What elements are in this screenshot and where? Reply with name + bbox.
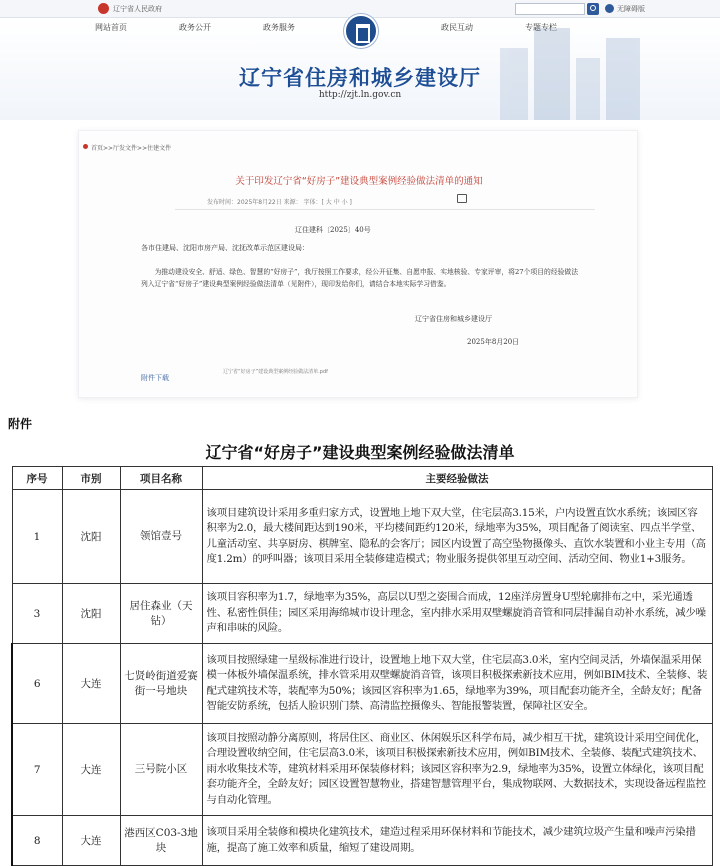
row-project: 七贤岭街道爱赛街一号地块 (120, 644, 202, 724)
divider (175, 209, 595, 210)
accessibility-link[interactable]: 无障碍版 (617, 5, 645, 13)
header-experience: 主要经验做法 (202, 467, 712, 490)
nav-gov-services[interactable]: 政务服务 (263, 23, 295, 32)
row-project: 居住森业（天钻） (120, 584, 202, 644)
salutation: 各市住建局、沈阳市房产局、沈抚改革示范区建设局： (141, 244, 309, 252)
list-title: 辽宁省“好房子”建设典型案例经验做法清单 (205, 443, 515, 462)
appendix-label: 附件 (8, 417, 33, 431)
row-city: 沈阳 (62, 490, 120, 584)
table-row (12, 724, 712, 816)
print-icon[interactable] (457, 194, 467, 203)
search-icon[interactable] (587, 3, 599, 15)
header-no: 序号 (12, 467, 62, 490)
notice-date: 2025年8月20日 (467, 338, 520, 346)
notice-meta: 发布时间：2025年8月22日 来源： 字体：[ 大 中 小 ] (207, 199, 352, 206)
row-no: 7 (12, 724, 62, 816)
site-title: 辽宁省住房和城乡建设厅 (239, 66, 481, 90)
department-logo-icon[interactable] (344, 14, 378, 48)
row-city: 大连 (62, 724, 120, 816)
row-city: 大连 (62, 816, 120, 866)
table-row (12, 816, 712, 866)
table-row (12, 644, 712, 724)
row-no: 3 (12, 584, 62, 644)
row-city: 大连 (62, 644, 120, 724)
row-no: 6 (12, 644, 62, 724)
nav-topics[interactable]: 专题专栏 (525, 23, 557, 32)
header-city: 市别 (62, 467, 120, 490)
attachment-download-link[interactable]: 附件下载 (141, 374, 169, 382)
attachment-file-link[interactable]: 辽宁省“好房子”建设典型案例经验做法清单.pdf (223, 369, 328, 375)
cases-table (11, 466, 713, 866)
notice-card (78, 130, 638, 398)
row-city: 沈阳 (62, 584, 120, 644)
notice-title: 关于印发辽宁省“好房子”建设典型案例经验做法清单的通知 (235, 176, 483, 187)
table-header-row (12, 467, 712, 490)
row-no: 8 (12, 816, 62, 866)
table-row (12, 490, 712, 584)
national-emblem-icon (98, 3, 109, 14)
search-input[interactable] (515, 3, 585, 15)
breadcrumb-icon (83, 144, 88, 149)
signature: 辽宁省住房和城乡建设厅 (415, 315, 492, 323)
nav-home[interactable]: 网站首页 (95, 23, 127, 32)
row-experience: 该项目建筑设计采用多重归家方式，设置地上地下双大堂，住宅层高3.15米，户内设置直饮水系统；该园区容积率为2.0，最大楼间距达到190米，平均楼间距约120米，绿地率为35%，项目配备了阅读室、四点半学堂、儿童活动室、共享厨房、棋牌室、隐私的会客厅；园区内设置了高空坠物摄像头、直饮水装置和小业主专用（高度1.2m）的呼叫器；该项目采用全装修建造模式；物业服务提供邻里互动空间、活动空间、物业1+3服务。 (202, 490, 712, 584)
row-no: 1 (12, 490, 62, 584)
row-project: 领馆壹号 (120, 490, 202, 584)
row-experience: 该项目按照绿建一星级标准进行设计，设置地上地下双大堂，住宅层高3.0米，室内空间灵活，外墙保温采用保模一体板外墙保温系统，排水管采用双壁螺旋消音管，该项目积极探索新技术应用，例如BIM技术、全装修、装配式建筑技术等，装配率为50%；该园区容积率为1.65，绿地率为39%，项目配套功能齐全，全龄友好；配备智能安防系统，包括人脸识别门禁、高清监控摄像头、智能报警装置，保障社区安全。 (202, 644, 712, 724)
document-number: 辽住建科〔2025〕40号 (295, 226, 371, 234)
row-experience: 该项目按照动静分离原则，将居住区、商业区、休闲娱乐区科学布局，减少相互干扰，建筑设计采用空间优化，合理设置收纳空间，住宅层高3.0米，该项目积极探索新技术应用，例如BIM技术、全装修、装配式建筑技术、雨水收集技术等，建筑材料采用环保装修材料；该园区容积率为2.9，绿地率为35%，设置立体绿化，该项目配套功能齐全，全龄友好；园区设置智慧物业，搭建智慧管理平台，集成物联网、大数据技术，实现设备远程监控与自动化管理。 (202, 724, 712, 816)
notice-body: 为推动建设安全、舒适、绿色、智慧的“好房子”，我厅按照工作要求，经公开征集、自愿申报、实地核验、专家评审，将27个项目的经验做法列入辽宁省“好房子”建设典型案例经验做法清单（见附件），现印发给你们，请结合本地实际学习借鉴。 (141, 268, 579, 288)
row-experience: 该项目容积率为1.7，绿地率为35%，高层以U型之姿围合而成，12座洋房置身U型轮廓排布之中，采光通透性、私密性俱佳；园区采用海绵城市设计理念，室内排水采用双壁螺旋消音管和同层排漏自动补水系统，减少噪声和串味的风险。 (202, 584, 712, 644)
site-url: http://zjt.ln.gov.cn (318, 90, 402, 100)
nav-gov-affairs-public[interactable]: 政务公开 (179, 23, 211, 32)
header-project: 项目名称 (120, 467, 202, 490)
row-project: 港西区C03-3地块 (120, 816, 202, 866)
row-experience: 该项目采用全装修和模块化建筑技术，建造过程采用环保材料和节能技术，减少建筑垃圾产生量和噪声污染措施，提高了施工效率和质量，缩短了建设周期。 (202, 816, 712, 866)
site-header (0, 18, 720, 120)
accessibility-icon[interactable] (605, 4, 614, 13)
nav-interaction[interactable]: 政民互动 (441, 23, 473, 32)
row-project: 三号院小区 (120, 724, 202, 816)
table-row (12, 584, 712, 644)
breadcrumb[interactable]: 首页>>厅发文件>>住建文件 (91, 145, 172, 152)
gov-portal-link[interactable]: 辽宁省人民政府 (113, 5, 162, 13)
